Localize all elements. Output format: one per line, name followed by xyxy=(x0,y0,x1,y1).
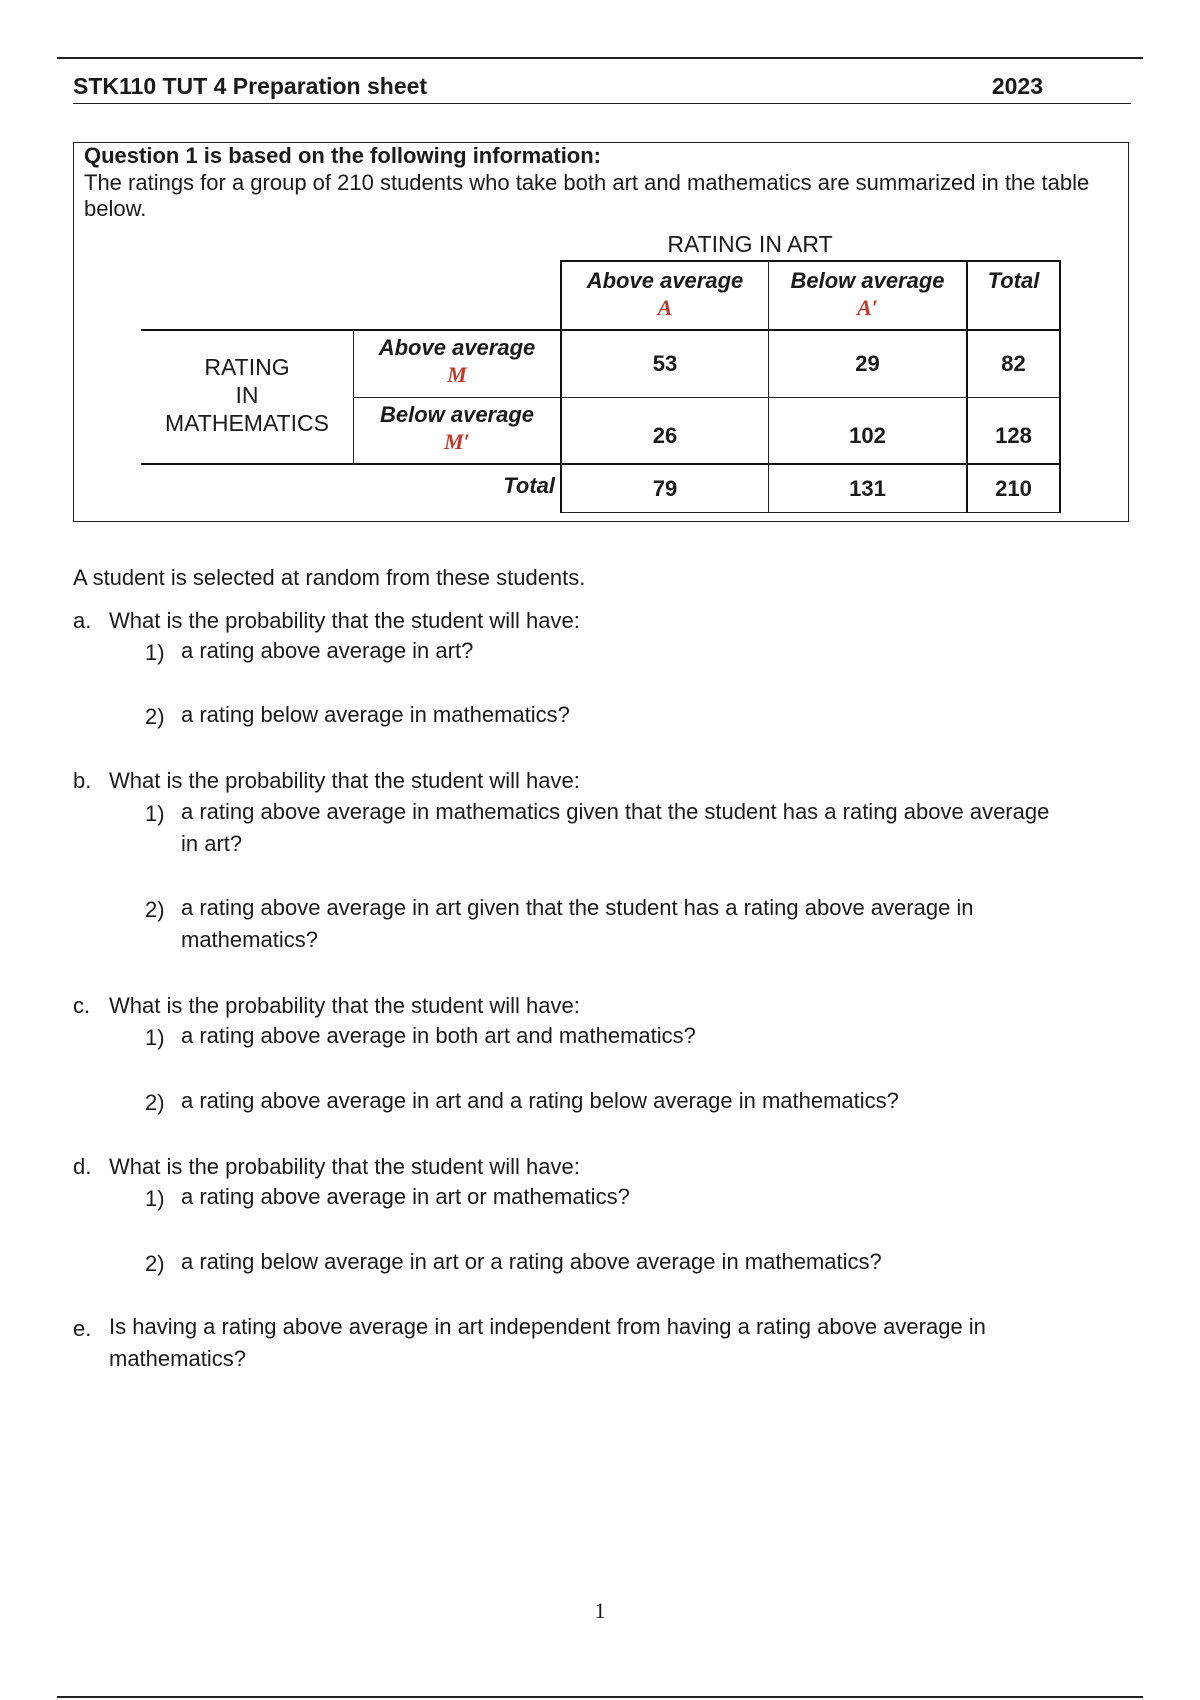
info-heading: Question 1 is based on the following information: xyxy=(84,143,602,168)
table-cell: 29 xyxy=(768,331,966,397)
col-header-above-average xyxy=(560,260,768,331)
question-stem: Is having a rating above average in art independent from having a rating above average in mathematics? xyxy=(109,1314,986,1371)
col-header-label: Above average xyxy=(586,268,744,293)
question-stem: What is the probability that the student will have: xyxy=(109,768,580,793)
row-header-above-average xyxy=(353,331,560,397)
table-cell: 128 xyxy=(966,397,1061,465)
part-number: 2) xyxy=(145,704,165,729)
total-row-label: Total xyxy=(503,473,555,498)
col-header-label: Below average xyxy=(790,268,945,293)
col-header-symbol: A xyxy=(657,295,673,320)
question-stem: What is the probability that the student will have: xyxy=(109,1154,580,1179)
table-cell: 210 xyxy=(966,465,1061,513)
part-text: a rating above average in art? xyxy=(181,638,474,663)
part-number: 2) xyxy=(145,897,165,922)
math-label-line: MATHEMATICS xyxy=(165,410,329,436)
table-cell: 82 xyxy=(966,331,1061,397)
part-number: 2) xyxy=(145,1251,165,1276)
part-text: a rating below average in mathematics? xyxy=(181,702,570,727)
part-text: a rating above average in both art and mathematics? xyxy=(181,1023,696,1048)
question-letter: e. xyxy=(73,1316,92,1341)
part-text: a rating above average in art and a rating below average in mathematics? xyxy=(181,1088,899,1113)
row-header-symbol: M′ xyxy=(444,429,470,454)
part-number: 1) xyxy=(145,801,165,826)
row-header-symbol: M xyxy=(447,362,467,387)
page-header xyxy=(73,73,1131,104)
sheet-title: STK110 TUT 4 Preparation sheet xyxy=(73,73,428,99)
col-header-below-average xyxy=(768,260,966,331)
part-number: 1) xyxy=(145,1025,165,1050)
intro-text: A student is selected at random from these students. xyxy=(73,565,586,590)
table-cell: 102 xyxy=(768,397,966,465)
question-stem: What is the probability that the student will have: xyxy=(109,608,580,633)
info-text: The ratings for a group of 210 students who take both art and mathematics are summarized in the table below. xyxy=(84,170,1090,221)
table-cell: 131 xyxy=(768,465,966,513)
part-number: 2) xyxy=(145,1090,165,1115)
row-header-label: Below average xyxy=(379,402,535,427)
info-box xyxy=(73,142,1129,522)
question-letter: a. xyxy=(73,608,92,633)
question-letter: d. xyxy=(73,1154,92,1179)
question-letter: b. xyxy=(73,768,92,793)
math-label-line: RATING xyxy=(204,354,290,380)
part-text: a rating below average in art or a rating above average in mathematics? xyxy=(181,1249,882,1274)
table-cell: 26 xyxy=(560,397,768,465)
sheet-year: 2023 xyxy=(991,73,1043,99)
table-cell: 79 xyxy=(560,465,768,513)
math-rating-label xyxy=(141,353,353,437)
col-header-total xyxy=(966,260,1061,331)
row-header-label: Above average xyxy=(378,335,536,360)
question-letter: c. xyxy=(73,993,91,1018)
part-text: a rating above average in mathematics given that the student has a rating above average in art? xyxy=(181,799,1050,856)
col-header-symbol: A′ xyxy=(857,295,878,320)
row-header-below-average xyxy=(353,397,560,465)
bottom-rule xyxy=(57,1696,1143,1698)
part-text: a rating above average in art or mathematics? xyxy=(181,1184,630,1209)
art-caption: RATING IN ART xyxy=(667,231,833,257)
part-number: 1) xyxy=(145,640,165,665)
col-header-label: Total xyxy=(987,268,1040,293)
part-text: a rating above average in art given that the student has a rating above average in mathematics? xyxy=(181,895,974,952)
table-cell: 53 xyxy=(560,331,768,397)
part-number: 1) xyxy=(145,1186,165,1211)
math-label-line: IN xyxy=(235,382,259,408)
page-number: 1 xyxy=(594,1598,606,1623)
question-stem: What is the probability that the student will have: xyxy=(109,993,580,1018)
top-rule xyxy=(57,57,1143,59)
